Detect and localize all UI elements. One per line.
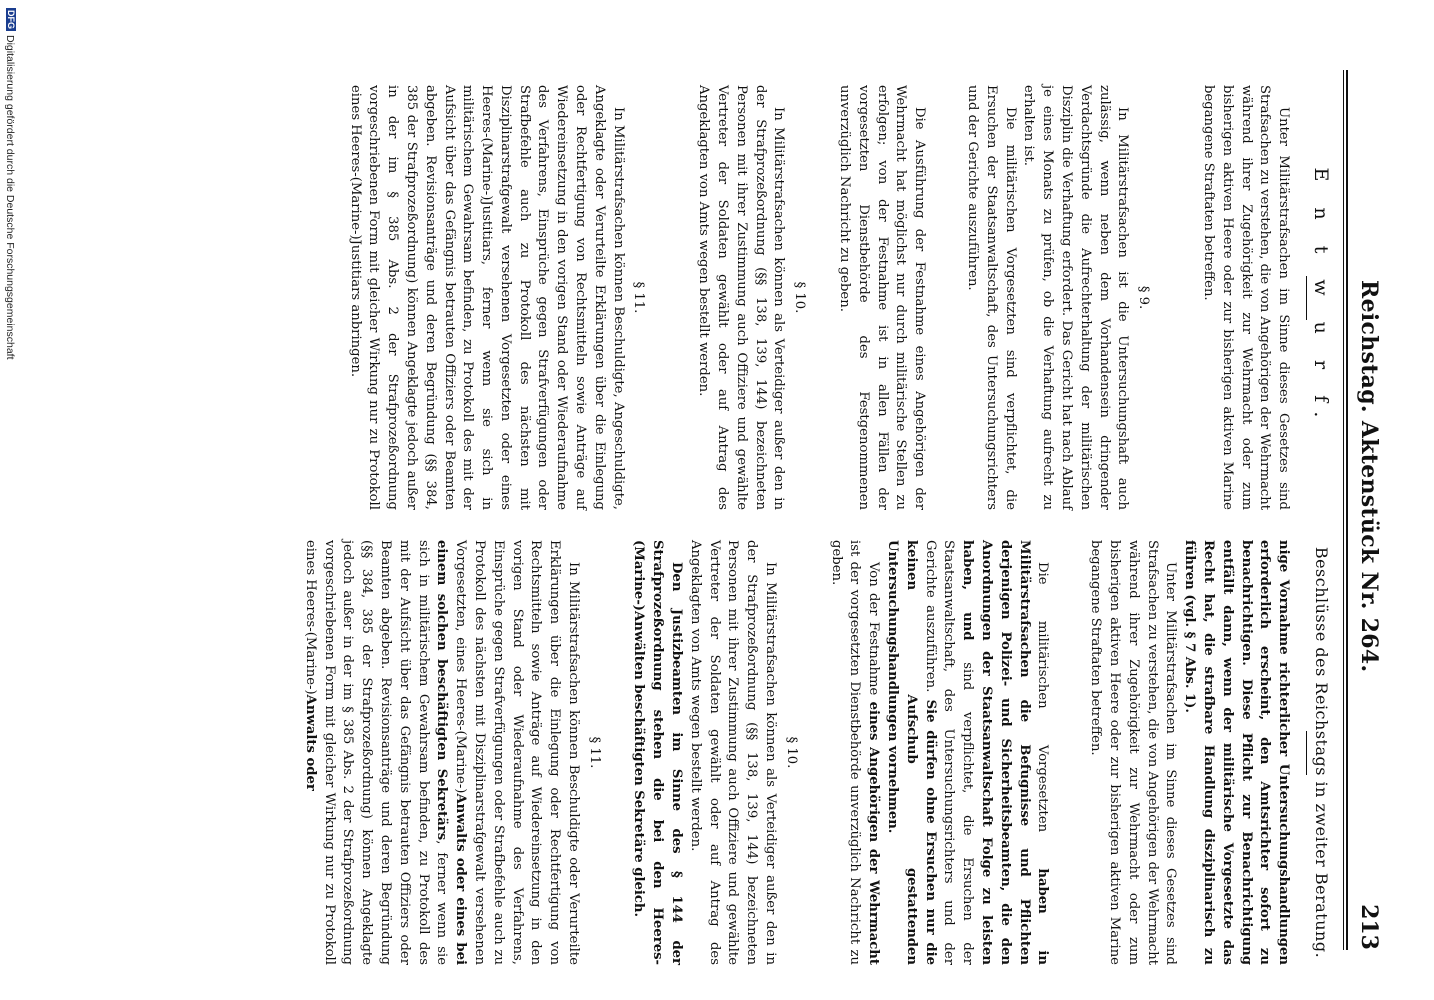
draft-section-11-paragraph: In Militärstrafsachen können Beschuldigte, Angeschuldigte, Angeklagte oder Verurteilte Erklärungen über die Einlegung oder Rechtfertigung von Rechtsmitteln sowie Anträge auf Wiedereinsetzung in den vorigen Stand oder Wiederaufnahme des Verfahrens, Einsprüche gegen Strafverfügungen oder Strafbefehle auch zu Protokoll des nächsten mit Disziplinarstrafgewalt versehenen Vorgesetzten oder eines Heeres-(Marine-)Justitiars, ferner wenn sie sich in militärischem Gewahrsam befinden, zu Protokoll des mit der Aufsicht über das Gefängnis betrauten Offiziers oder Beamten abgeben. Revisionsanträge und deren Begründung (§§ 384, 385 der Strafprozeßordnung) können Angeklagte jedoch außer in der im § 385 Abs. 2 der Strafprozeßordnung vorgeschriebenen Form mit gleicher Wirkung nur zu Protokoll eines Heeres-(Marine-)Justitiars anbringen. — [347, 85, 626, 510]
draft-section-10-paragraph: In Militärstrafsachen können als Verteidiger außer den in der Strafprozeßordnung (§§ 138, 139, 144) bezeichneten Personen mit ihrer Zustimmung auch Offiziere und gewählte Vertreter der Soldaten gewählt oder auf Antrag des Angeklagten von Amts wegen bestellt werden. — [696, 85, 787, 510]
resolutions-heading: Beschlüsse des Reichstags in zweiter Beratung. — [1312, 546, 1331, 959]
section-11-text-a: In Militärstrafsachen können Beschuldigte oder Verurteilte Erklärungen über die Einlegung oder Rechtfertigung von Rechtsmitteln sowie Anträge auf Wiedereinsetzung in den vorigen Stand oder Wiederaufnahme des Verfahrens, Einsprüche gegen Strafverfügungen oder Strafbefehle auch zu Protokoll des nächsten mit Disziplinarstrafgewalt versehenen Vorgesetzten, eines Heeres-(Marine-) — [453, 540, 581, 965]
superiors-text-c: sind verpflichtet, die Ersuchen der Staatsanwaltschaft, des Untersuchungsrichters und der Gerichte auszuführen. — [922, 540, 976, 965]
superiors-text-d: Sie dürfen ohne Ersuchen nur die keinen Aufschub gestattenden Untersuchungshandlungen vornehmen. — [885, 540, 938, 965]
digitization-note — [4, 8, 16, 360]
draft-intro-paragraph: Unter Militärstrafsachen im Sinne dieses Gesetzes sind Strafsachen zu verstehen, die von Angehörigen der Wehrmacht während ihrer Zugehörigkeit zur Wehrmacht oder zum bisherigen aktiven Heere oder zur bisherigen aktiven Marine begangene Straftaten betreffen. — [1201, 85, 1292, 510]
superiors-text-b: haben in Militärstrafsachen die Befugnisse und Pflichten derjenigen Polizei- und Sicherheitsbeamten, die den Anordnungen der Staatsanwaltschaft Folge zu leisten haben, und — [960, 540, 1051, 965]
header-rule — [1343, 70, 1348, 950]
draft-section-9-paragraph-2: Die militärischen Vorgesetzten sind verpflichtet, die Ersuchen der Staatsanwaltschaft, des Untersuchungsrichters und der Gerichte auszuführen. — [965, 85, 1018, 510]
page-number: 213 — [1356, 904, 1382, 950]
resolutions-section-11-title: § 11. — [586, 736, 602, 769]
resolutions-section-10-title: § 10. — [783, 736, 799, 769]
section-11-text-d: Anwalts oder — [302, 694, 318, 791]
section-11-text-b: Anwalts oder eines bei einem solchen beschäftigten Sekretärs — [434, 540, 469, 965]
draft-section-10-title: § 10. — [792, 281, 808, 314]
resolutions-section-10-bold-paragraph — [629, 540, 685, 965]
section-10-bold-text: Den Justizbeamten im Sinne des § 144 der Strafprozeßordnung stehen die bei den Heeres-(Marine-)Anwälten beschäftigten Sekretäre gleich. — [631, 540, 685, 965]
resolutions-superiors-paragraph — [882, 540, 1051, 965]
resolutions-section-10-paragraph: In Militärstrafsachen können als Verteidiger außer den in der Strafprozeßordnung (§§ 138, 139, 144) bezeichneten Personen mit ihrer Zustimmung auch Offiziere und gewählte Vertreter der Soldaten gewählt oder auf Antrag des Angeklagten von Amts wegen bestellt werden. — [687, 540, 779, 965]
resolutions-arrest-paragraph — [826, 540, 882, 965]
draft-arrest-paragraph: Die Ausführung der Festnahme eines Angehörigen der Wehrmacht hat möglichst nur durch militärische Stellen zu erfolgen; von der Festnahme ist in allen Fällen der vorgesetzten Dienstbehörde des Festgenommenen unverzüglich Nachricht zu geben. — [837, 85, 928, 510]
resolutions-column — [70, 540, 1332, 965]
running-head-title: Reichstag. Aktenstück Nr. 264. — [1356, 280, 1382, 673]
dfg-logo-icon: DFG — [6, 10, 16, 29]
arrest-text-a: Von der Festnahme — [866, 562, 882, 702]
resolutions-intro-paragraph: Unter Militärstrafsachen im Sinne dieses Gesetzes sind Strafsachen zu verstehen, die von Angehörigen der Wehrmacht während ihrer Zugehörigkeit zur Wehrmacht oder zum bisherigen aktiven Heere oder zur bisherigen aktiven Marine begangene Straftaten betreffen. — [1088, 540, 1179, 965]
resolutions-heading-rule — [1306, 731, 1307, 775]
digitization-note-text: Digitalisierung gefördert durch die Deutsche Forschungsgemeinschaft — [4, 35, 16, 360]
arrest-text-c: ist der vorgesetzten Dienstbehörde unverzüglich Nachricht zu geben. — [828, 540, 863, 965]
draft-section-11-title: § 11. — [631, 281, 647, 314]
draft-column — [70, 85, 1332, 510]
draft-heading: E n t w u r f. — [1310, 167, 1332, 428]
section-11-text-c: , ferner wenn sie sich in militärischem Gewahrsam befinden, zu Protokoll des mit der Aufsicht über das Gefängnis betrauten Offiziers oder Beamten abgeben. Revisionsanträge und deren Begründung (§§ 384, 385 der Strafprozeßordnung) können Angeklagte jedoch außer in der im § 385 Abs. 2 der Strafprozeßordnung vorgeschriebenen Form mit gleicher Wirkung nur zu Protokoll eines Heeres-(Marine-) — [302, 540, 450, 966]
resolutions-section-11-paragraph — [300, 540, 582, 965]
arrest-text-b: eines Angehörigen der Wehrmacht — [866, 701, 882, 965]
resolutions-carryover-paragraph — [1179, 540, 1292, 965]
draft-section-9-title: § 9. — [1136, 285, 1152, 310]
resolutions-carryover-bold: nige Vornahme richterlicher Untersuchungshandlungen erforderlich erscheint, den Amtsrichter sofort zu benachrichtigen. Diese Pflicht zur Benachrichtigung entfällt dann, wenn der militärische Vorgesetzte das Recht hat, die strafbare Handlung disziplinarisch zu führen (vgl. § 7 Abs. 1). — [1182, 540, 1292, 965]
superiors-text-a: Die militärischen Vorgesetzten — [1035, 562, 1051, 869]
draft-section-9-paragraph-1: In Militärstrafsachen ist die Untersuchungshaft auch zulässig, wenn neben dem Vorhandensein dringender Verdachtsgründe die Aufrechterhaltung der militärischen Disziplin die Verhaftung erfordert. Das Gericht hat nach Ablauf je eines Monats zu prüfen, ob die Verhaftung aufrecht zu erhalten ist. — [1021, 85, 1131, 510]
draft-heading-rule — [1306, 276, 1307, 320]
running-head — [1352, 70, 1382, 950]
